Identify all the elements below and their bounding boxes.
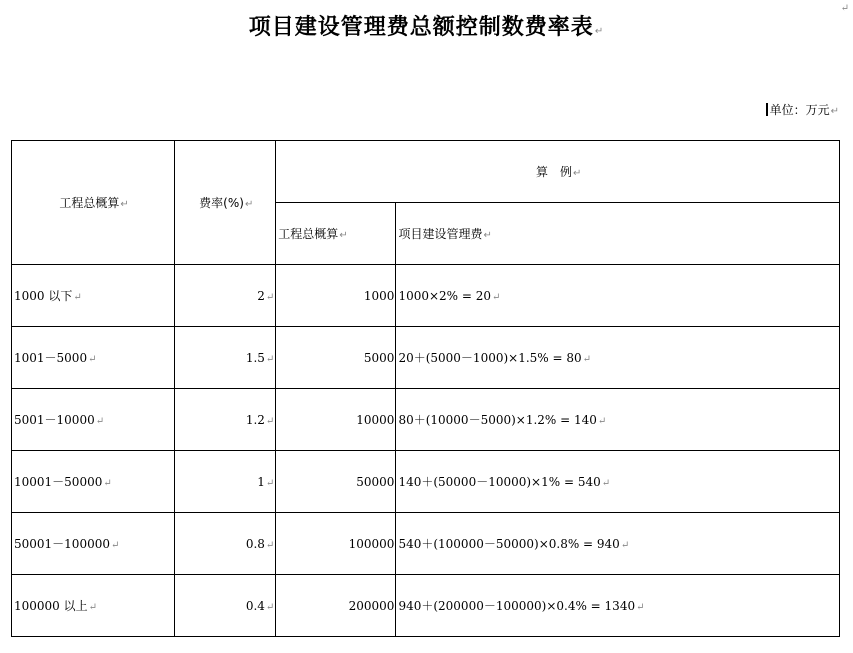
range-cell: 10001－50000↵ [12, 451, 175, 513]
range-cell: 5001－10000↵ [12, 389, 175, 451]
rate-cell: 1.5↵ [175, 327, 276, 389]
example-total-cell: 200000 [276, 575, 396, 637]
header-total-budget: 工程总概算↵ [12, 141, 175, 265]
rate-cell: 1↵ [175, 451, 276, 513]
calculation-cell: 20＋(5000－1000)×1.5% = 80↵ [396, 327, 840, 389]
range-cell: 1001－5000↵ [12, 327, 175, 389]
table-row [12, 265, 840, 327]
calculation-cell: 80＋(10000－5000)×1.2% = 140↵ [396, 389, 840, 451]
paragraph-mark-icon: ↵ [830, 106, 839, 117]
range-cell: 1000 以下↵ [12, 265, 175, 327]
page-title: 项目建设管理费总额控制数费率表↵ [248, 15, 605, 40]
header-example-total: 工程总概算↵ [276, 203, 396, 265]
unit-label: 单位：万元↵ [766, 101, 839, 118]
table-row [12, 575, 840, 637]
example-total-cell: 1000 [276, 265, 396, 327]
cursor-bar [766, 103, 768, 116]
paragraph-mark-icon: ↵ [594, 26, 605, 37]
range-cell: 50001－100000↵ [12, 513, 175, 575]
table-row [12, 451, 840, 513]
example-total-cell: 50000 [276, 451, 396, 513]
table-row [12, 327, 840, 389]
table-row [12, 389, 840, 451]
header-example: 算 例↵ [276, 141, 840, 203]
rate-cell: 1.2↵ [175, 389, 276, 451]
fee-rate-table [11, 140, 840, 637]
calculation-cell: 1000×2% = 20↵ [396, 265, 840, 327]
table-row [12, 513, 840, 575]
header-rate: 费率(%)↵ [175, 141, 276, 265]
example-total-cell: 5000 [276, 327, 396, 389]
calculation-cell: 140＋(50000－10000)×1% = 540↵ [396, 451, 840, 513]
calculation-cell: 540＋(100000－50000)×0.8% = 940↵ [396, 513, 840, 575]
header-example-fee: 项目建设管理费↵ [396, 203, 840, 265]
rate-cell: 0.8↵ [175, 513, 276, 575]
rate-cell: 2↵ [175, 265, 276, 327]
example-total-cell: 100000 [276, 513, 396, 575]
example-total-cell: 10000 [276, 389, 396, 451]
range-cell: 100000 以上↵ [12, 575, 175, 637]
paragraph-mark-icon: ↵ [840, 3, 849, 14]
rate-cell: 0.4↵ [175, 575, 276, 637]
calculation-cell: 940＋(200000－100000)×0.4% = 1340↵ [396, 575, 840, 637]
